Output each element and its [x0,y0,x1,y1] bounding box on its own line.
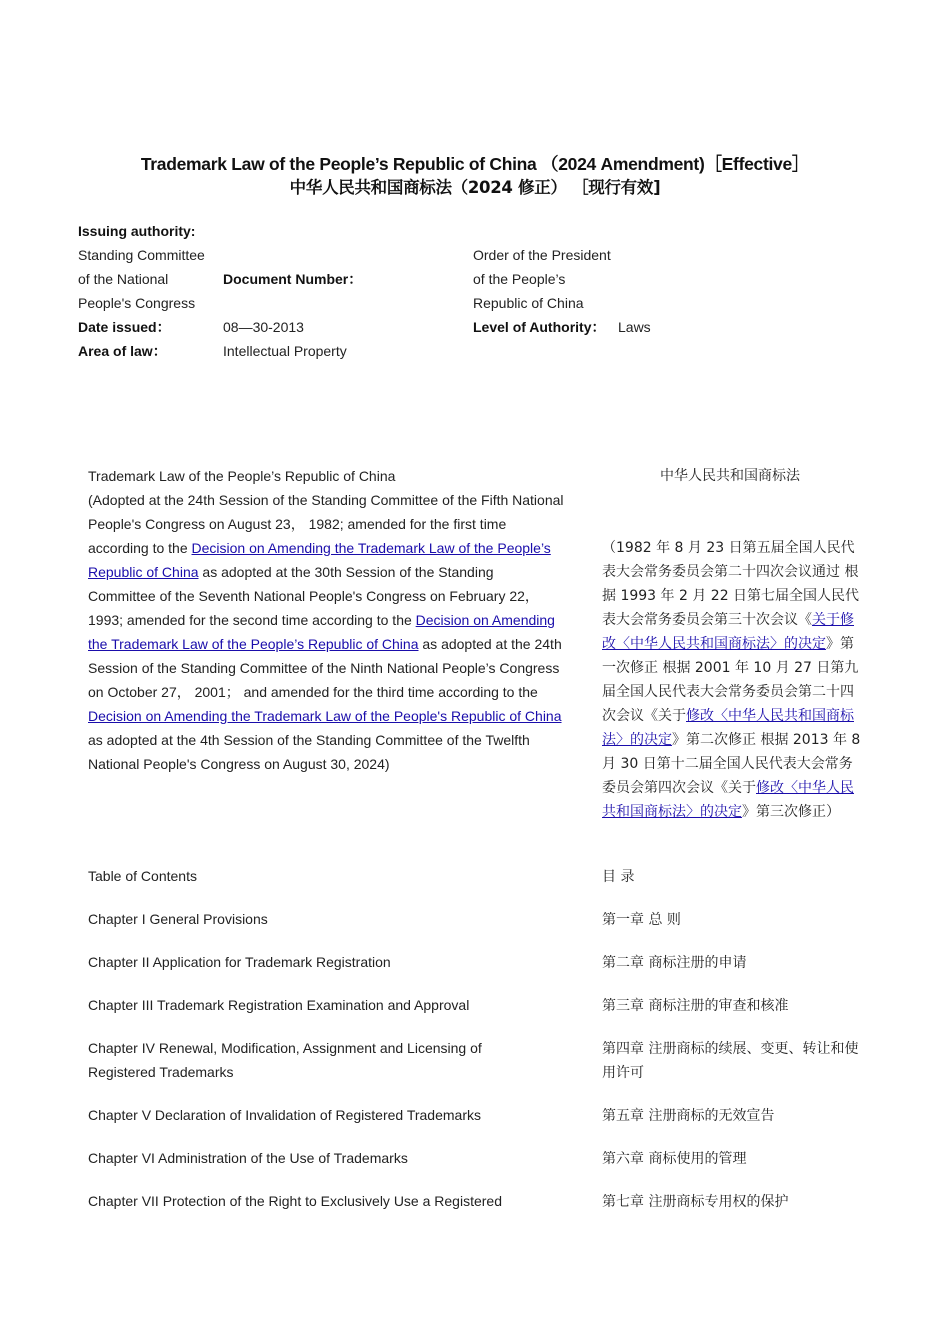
toc-chapter-4-zh[interactable]: 第四章 注册商标的续展、变更、转让和使用许可 [602,1041,859,1081]
adoption-note-chinese [602,536,862,824]
toc-title-chinese: 目 录 [602,869,635,885]
adoption-text: as adopted at the 30th Session of the Standing Committee of the Seventh National People's Congress on February 22， 1993; amended for the second time according to the [88,564,539,628]
intro-english [88,464,564,776]
toc-chapter-2-zh[interactable]: 第二章 商标注册的申请 [602,955,747,971]
adoption-text: as adopted at the 4th Session of the Standing Committee of the Twelfth National People's Congress on August 30, 2024) [88,732,530,772]
date-issued-label: Date issued： [78,319,171,335]
law-title-english: Trademark Law of the People’s Republic of China [88,468,396,484]
document-number-line: of the People’s [473,271,566,287]
area-of-law-label: Area of law： [78,343,167,359]
issuing-authority-line: of the National [78,271,169,287]
adoption-text-zh: 》第一次修正 根据 2001 年 10 月 27 日第九届全国人民代表大会常务委员会第二十四次会议《关于 [602,636,859,724]
title-chinese: 中华人民共和国商标法（2024 修正） ［现行有效] [289,178,661,197]
adoption-text-zh: 》第三次修正） [742,804,840,820]
toc-chapter-2-en[interactable]: Chapter II Application for Trademark Registration [88,954,391,970]
decision-link-2024[interactable]: Decision on Amending the Trademark Law of the People's Republic of China [88,708,562,724]
adoption-text: (Adopted at the 24th Session of the Standing Committee of the Fifth National People's Congress on August 23， 1982; amended for the first time according to the [88,492,564,556]
intro-chinese [602,464,862,824]
adoption-note-english [88,488,564,776]
issuing-authority-line: Standing Committee [78,247,205,263]
law-title-chinese: 中华人民共和国商标法 [660,468,800,484]
decision-link-1993[interactable]: Decision on Amending the Trademark Law of the People’s Republic of China [88,540,551,580]
area-of-law-value: Intellectual Property [223,343,347,359]
toc-chapter-5-en[interactable]: Chapter V Declaration of Invalidation of Registered Trademarks [88,1107,481,1123]
toc-chapter-6-zh[interactable]: 第六章 商标使用的管理 [602,1151,747,1167]
adoption-text-zh: 》第二次修正 根据 2013 年 8 月 30 日第十二届全国人民代表大会常务委员会第四次会议《关于 [602,732,861,796]
document-number-value [473,243,653,315]
toc-chapter-6-en[interactable]: Chapter VI Administration of the Use of Trademarks [88,1150,408,1166]
toc-chapter-3-zh[interactable]: 第三章 商标注册的审查和核准 [602,998,789,1014]
toc-chapter-1-zh[interactable]: 第一章 总 则 [602,912,681,928]
toc-chapter-4-en[interactable]: Chapter IV Renewal, Modification, Assignment and Licensing of Registered Trademarks [88,1040,482,1080]
toc-chapter-7-en[interactable]: Chapter VII Protection of the Right to Exclusively Use a Registered [88,1193,502,1209]
level-of-authority-value: Laws [618,319,651,335]
document-number-line: Order of the President [473,247,611,263]
decision-link-zh-2001[interactable]: 修改〈中华人民共和国商标法〉的决定 [602,708,854,748]
toc-chapter-3-en[interactable]: Chapter III Trademark Registration Examination and Approval [88,997,470,1013]
adoption-text-zh: （1982 年 8 月 23 日第五届全国人民代表大会常务委员会第二十四次会议通过 根据 1993 年 2 月 22 日第七届全国人民代表大会常务委员会第三十次会议《 [602,540,860,628]
level-of-authority-label: Level of Authority： [473,319,606,335]
title-english: Trademark Law of the People’s Republic of China （2024 Amendment)［Effective］ [140,154,810,174]
toc-title-english: Table of Contents [88,868,197,884]
toc-chapter-5-zh[interactable]: 第五章 注册商标的无效宣告 [602,1108,775,1124]
toc-chapter-1-en[interactable]: Chapter I General Provisions [88,911,268,927]
document-title [0,152,950,200]
issuing-authority-line: People's Congress [78,295,196,311]
decision-link-zh-1993[interactable]: 关于修改〈中华人民共和国商标法〉的决定 [602,612,854,652]
issuing-authority-label: Issuing authority: [78,223,196,239]
date-issued-value: 08—30-2013 [223,319,304,335]
decision-link-zh-2024[interactable]: 修改〈中华人民共和国商标法〉的决定 [602,780,854,820]
adoption-text: as adopted at the 24th Session of the Standing Committee of the Ninth National People’s Congress on October 27， 2001； and amended for the third time according to the [88,636,562,700]
metadata-block [78,219,698,369]
decision-link-2001[interactable]: Decision on Amending the Trademark Law of the People’s Republic of China [88,612,555,652]
document-number-line: Republic of China [473,295,584,311]
issuing-authority-value [78,243,218,315]
document-number-label: Document Number： [223,271,363,287]
toc-chapter-7-zh[interactable]: 第七章 注册商标专用权的保护 [602,1194,789,1210]
